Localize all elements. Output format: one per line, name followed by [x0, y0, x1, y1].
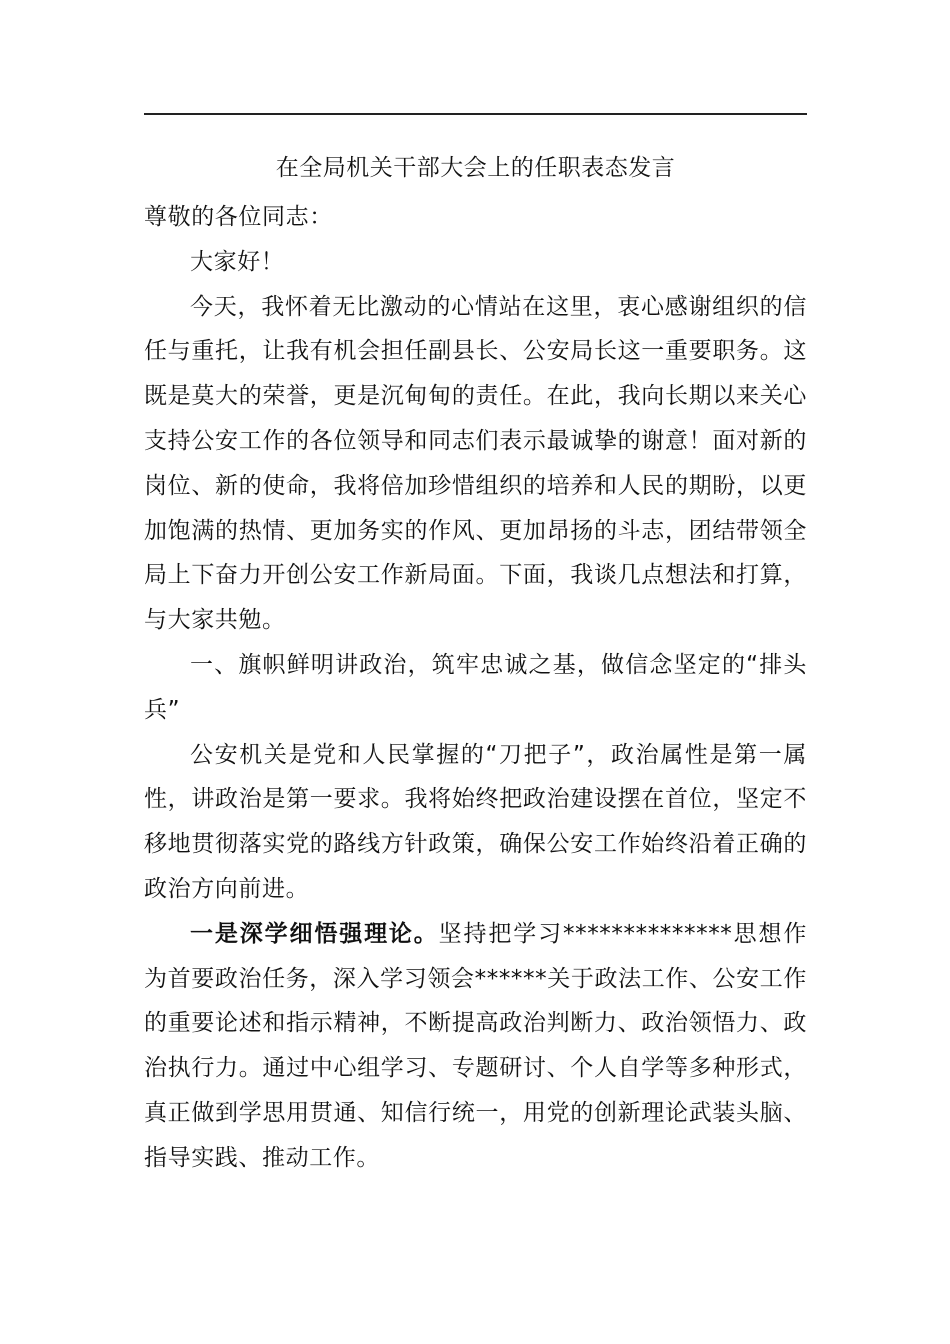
point-lead: 一是深学细悟强理论。 — [190, 920, 439, 947]
salutation: 尊敬的各位同志： — [144, 204, 333, 230]
header-rule — [144, 113, 807, 115]
section-heading: 一、旗帜鲜明讲政治，筑牢忠诚之基，做信念坚定的“排头兵” — [144, 651, 807, 723]
intro-paragraph: 今天，我怀着无比激动的心情站在这里，衷心感谢组织的信任与重托，让我有机会担任副县长、公安局长这一重要职务。这既是莫大的荣誉，更是沉甸甸的责任。在此，我向长期以来关心支持公安工作的各位领导和同志们表示最诚挚的谢意！面对新的岗位、新的使命，我将倍加珍惜组织的培养和人民的期盼，以更加饱满的热情、更加务实的作风、更加昂扬的斗志，团结带领全局上下奋力开创公安工作新局面。下面，我谈几点想法和打算，与大家共勉。 — [144, 293, 807, 634]
point-body: 坚持把学习**************思想作为首要政治任务，深入学习领会******关于政法工作、公安工作的重要论述和指示精神，不断提高政治判断力、政治领悟力、政治执行力。通过中心组学习、专题研讨、个人自学等多种形式，真正做到学思用贯通、知信行统一，用党的创新理论武装头脑、指导实践、推动工作。 — [144, 920, 808, 1171]
document-title: 在全局机关干部大会上的任职表态发言 — [275, 155, 676, 181]
greeting: 大家好！ — [190, 248, 285, 275]
point-paragraph — [144, 912, 807, 1181]
document-body — [144, 195, 807, 1181]
section-paragraph: 公安机关是党和人民掌握的“刀把子”，政治属性是第一属性，讲政治是第一要求。我将始终把政治建设摆在首位，坚定不移地贯彻落实党的路线方针政策，确保公安工作始终沿着正确的政治方向前进。 — [144, 741, 807, 902]
